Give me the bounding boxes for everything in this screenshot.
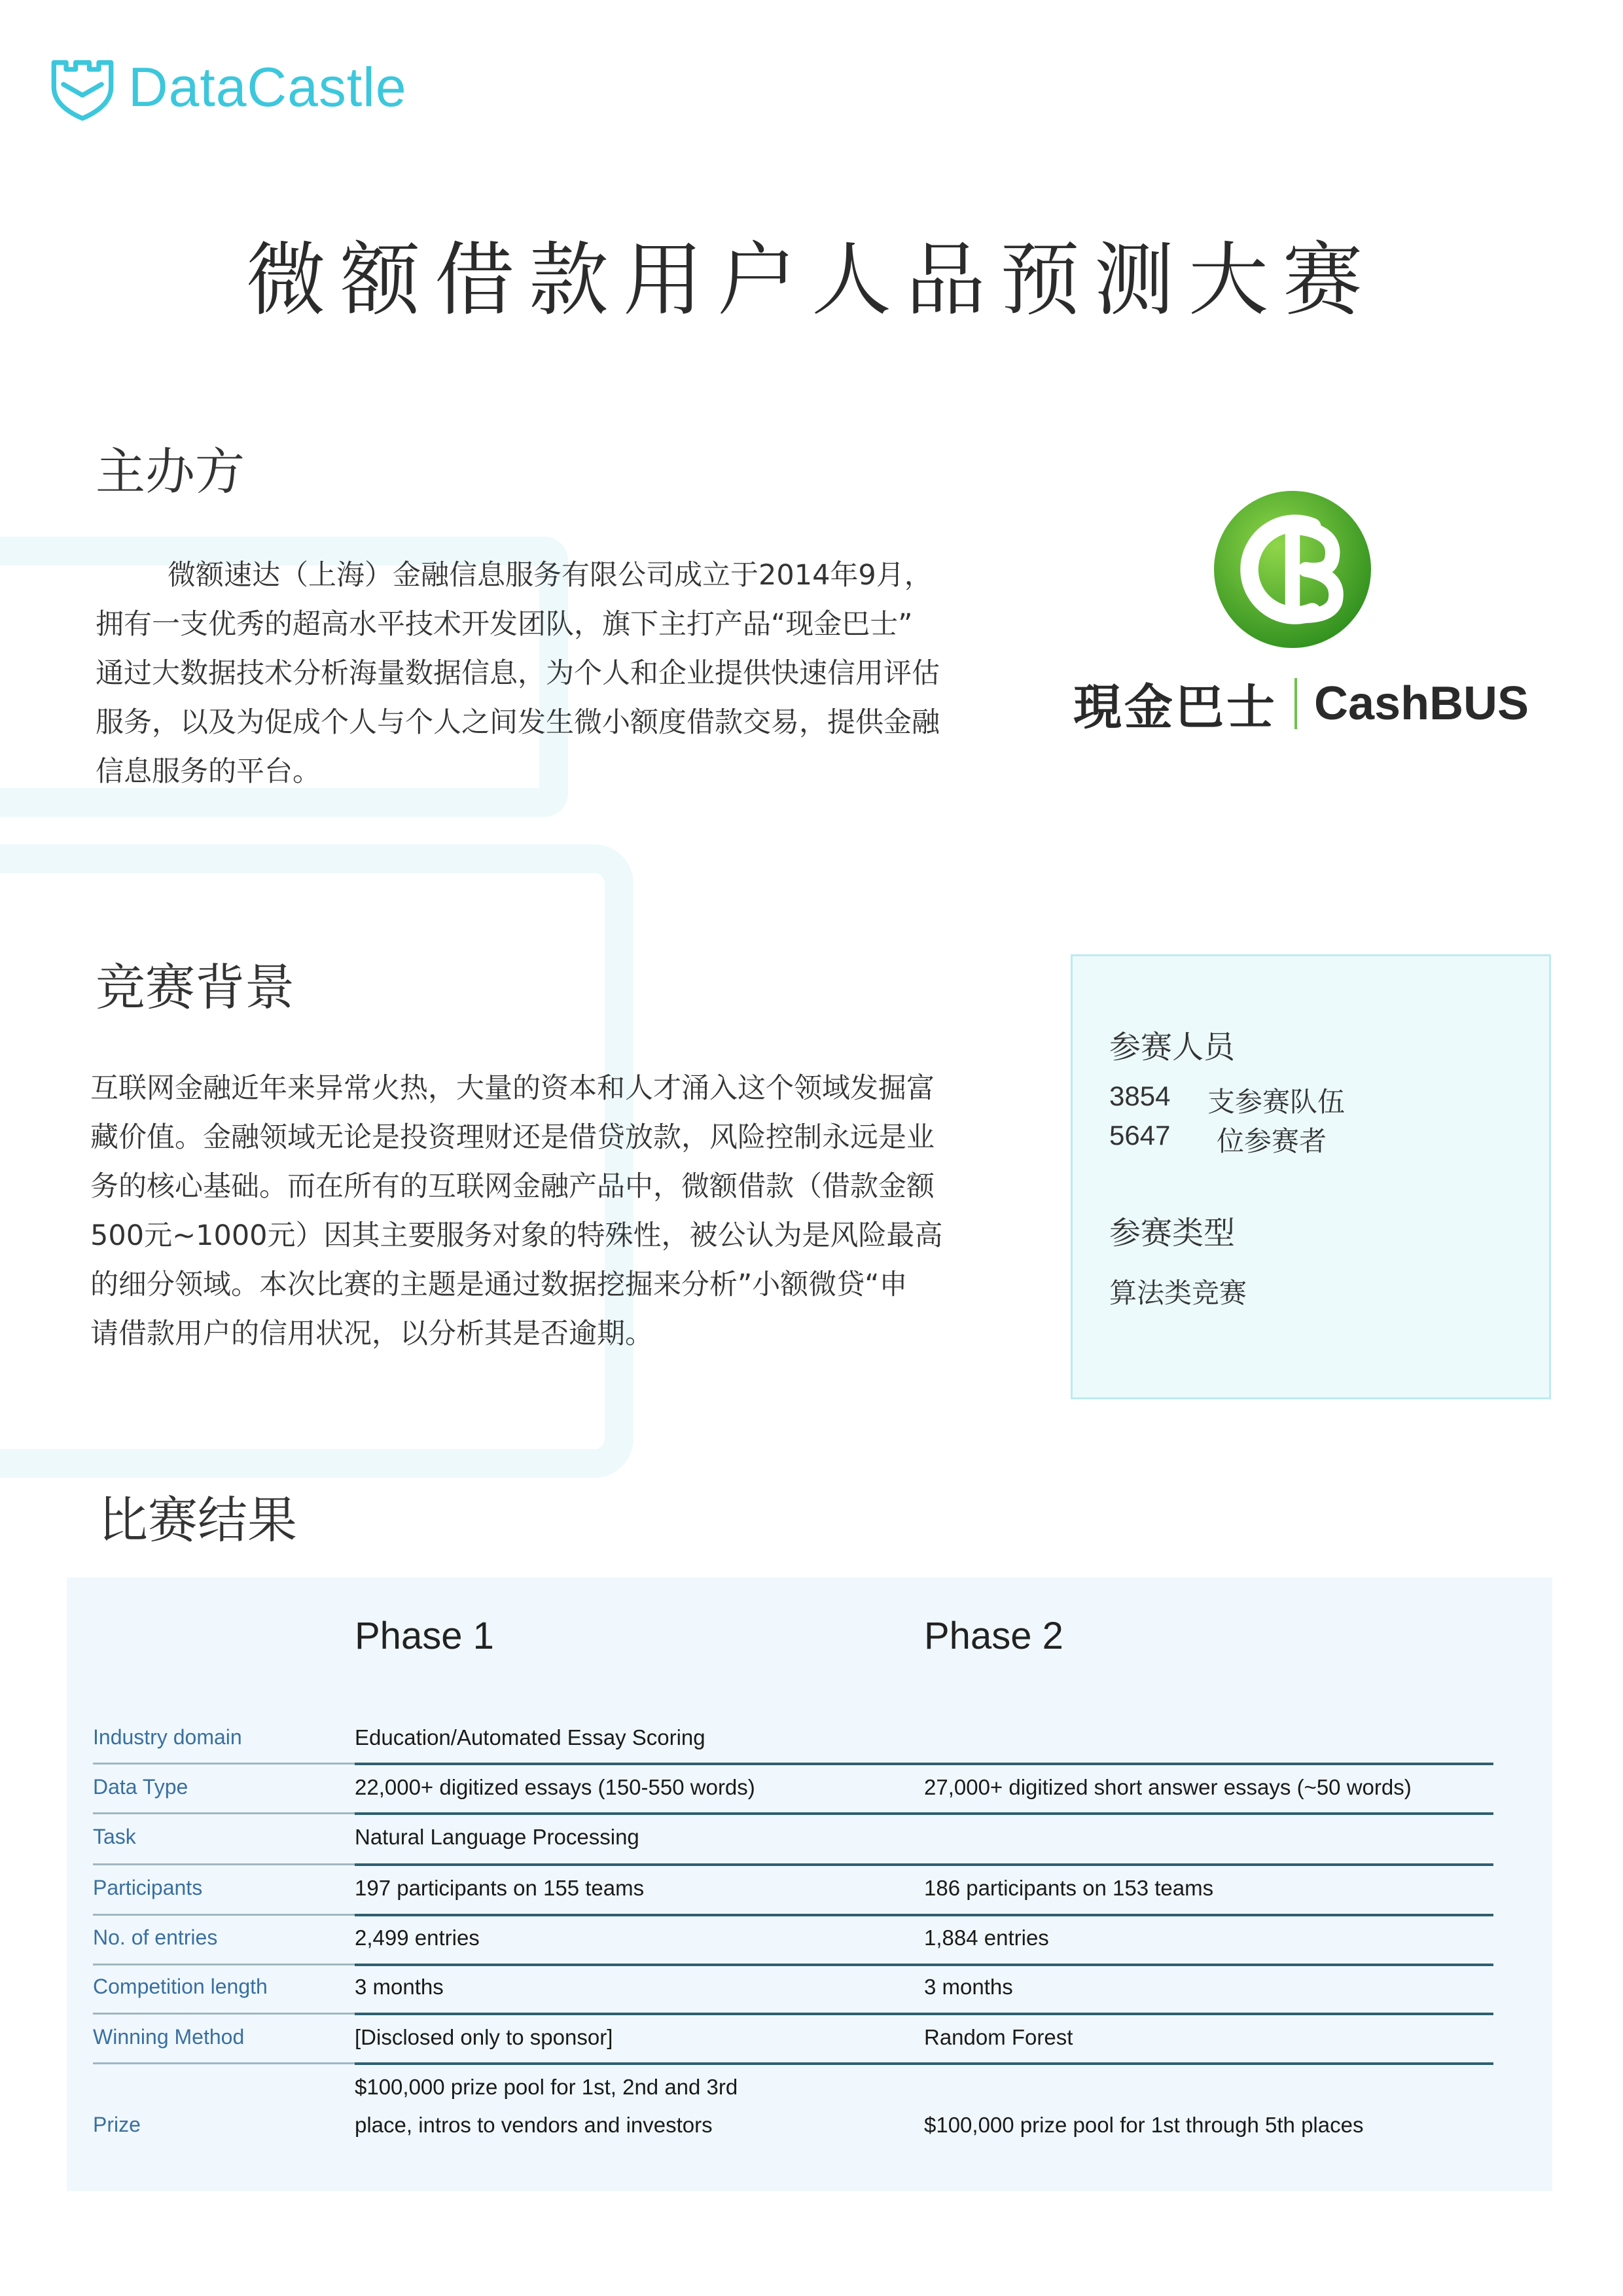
row-divider	[93, 1914, 355, 1916]
background-line: 互联网金融近年来异常火热，大量的资本和人才涌入这个领域发掘富	[90, 1072, 935, 1105]
background-description	[90, 1064, 980, 1359]
row-divider	[355, 1964, 1493, 1966]
row-label: Task	[93, 1825, 136, 1848]
castle-shield-icon	[48, 53, 116, 121]
phase-2-header: Phase 2	[924, 1615, 1063, 1657]
phase-1-value: Education/Automated Essay Scoring	[355, 1725, 705, 1749]
prize-phase-2: $100,000 prize pool for 1st through 5th places	[924, 2113, 1364, 2137]
type-heading: 参赛类型	[1109, 1215, 1236, 1251]
background-line: 的细分领域。本次比赛的主题是通过数据挖掘来分析”小额微贷“申	[90, 1268, 908, 1301]
cashbus-logo	[1073, 488, 1531, 736]
logo-divider	[1294, 678, 1297, 729]
people-count-row	[1109, 1120, 1327, 1159]
phase-2-value: 3 months	[924, 1975, 1013, 1999]
organizer-description	[96, 551, 986, 797]
background-heading: 竞赛背景	[96, 958, 294, 1016]
results-table	[67, 1577, 1552, 2191]
cashbus-emblem-icon	[1211, 488, 1374, 651]
row-divider	[355, 1812, 1493, 1815]
prize-phase-1-line-2: place, intros to vendors and investors	[355, 2113, 713, 2137]
phase-1-value: 197 participants on 155 teams	[355, 1876, 645, 1900]
row-divider	[355, 1914, 1493, 1916]
type-value: 算法类竞赛	[1109, 1277, 1247, 1309]
phase-1-value: 22,000+ digitized essays (150-550 words)	[355, 1775, 755, 1799]
phase-2-value: 1,884 entries	[924, 1926, 1049, 1950]
row-label: Industry domain	[93, 1725, 242, 1749]
row-divider	[355, 1763, 1493, 1765]
phase-1-value: 2,499 entries	[355, 1926, 480, 1950]
phase-2-value: 186 participants on 153 teams	[924, 1876, 1214, 1900]
phase-1-value: Natural Language Processing	[355, 1825, 639, 1849]
people-count: 5647	[1109, 1120, 1171, 1151]
organizer-line: 通过大数据技术分析海量数据信息，为个人和企业提供快速信用评估	[96, 657, 940, 690]
row-divider	[93, 1812, 355, 1814]
row-divider	[355, 2013, 1493, 2015]
row-divider	[93, 2013, 355, 2015]
phase-2-value: Random Forest	[924, 2025, 1073, 2049]
row-divider	[93, 1863, 355, 1865]
background-line: 务的核心基础。而在所有的互联网金融产品中，微额借款（借款金额	[90, 1170, 935, 1203]
prize-phase-1-line-1: $100,000 prize pool for 1st, 2nd and 3rd	[355, 2075, 738, 2099]
organizer-line: 拥有一支优秀的超高水平技术开发团队，旗下主打产品“现金巴士”	[96, 608, 913, 641]
brand-name: DataCastle	[128, 56, 407, 118]
row-label: Data Type	[93, 1775, 188, 1799]
row-label: Competition length	[93, 1975, 268, 1998]
brand-logo[interactable]	[48, 51, 407, 123]
page-title: 微额借款用户人品预测大赛	[246, 234, 1377, 327]
teams-label: 支参赛队伍	[1207, 1086, 1346, 1118]
row-label: Winning Method	[93, 2025, 245, 2049]
row-divider	[355, 2062, 1493, 2065]
participants-heading: 参赛人员	[1109, 1029, 1236, 1066]
row-divider	[355, 1863, 1493, 1866]
phase-1-header: Phase 1	[355, 1615, 494, 1657]
phase-2-value: 27,000+ digitized short answer essays (~50 words)	[924, 1775, 1412, 1799]
background-line: 藏价值。金融领域无论是投资理财还是借贷放款，风险控制永远是业	[90, 1121, 935, 1154]
organizer-line: 微额速达（上海）金融信息服务有限公司成立于2014年9月，	[168, 559, 933, 592]
row-label: Participants	[93, 1876, 203, 1899]
logo-chinese-name: 現金巴士	[1073, 679, 1277, 736]
background-line: 500元~1000元）因其主要服务对象的特殊性，被公认为是风险最高	[90, 1219, 943, 1252]
results-heading: 比赛结果	[98, 1491, 297, 1549]
organizer-heading: 主办方	[96, 442, 245, 501]
competition-info-box	[1071, 954, 1551, 1399]
row-label: Prize	[93, 2113, 141, 2136]
teams-count-row	[1109, 1081, 1345, 1120]
row-divider	[93, 2062, 355, 2064]
phase-1-value: 3 months	[355, 1975, 444, 1999]
teams-count: 3854	[1109, 1081, 1171, 1111]
phase-1-value: [Disclosed only to sponsor]	[355, 2025, 613, 2049]
background-line: 请借款用户的信用状况，以分析其是否逾期。	[90, 1318, 653, 1350]
logo-english-name: CashBUS	[1314, 677, 1529, 730]
row-label: No. of entries	[93, 1926, 218, 1949]
people-label: 位参赛者	[1217, 1125, 1327, 1157]
row-divider	[93, 1964, 355, 1965]
organizer-line: 信息服务的平台。	[96, 755, 321, 788]
organizer-line: 服务，以及为促成个人与个人之间发生微小额度借款交易，提供金融	[96, 706, 940, 739]
row-divider	[93, 1763, 355, 1765]
